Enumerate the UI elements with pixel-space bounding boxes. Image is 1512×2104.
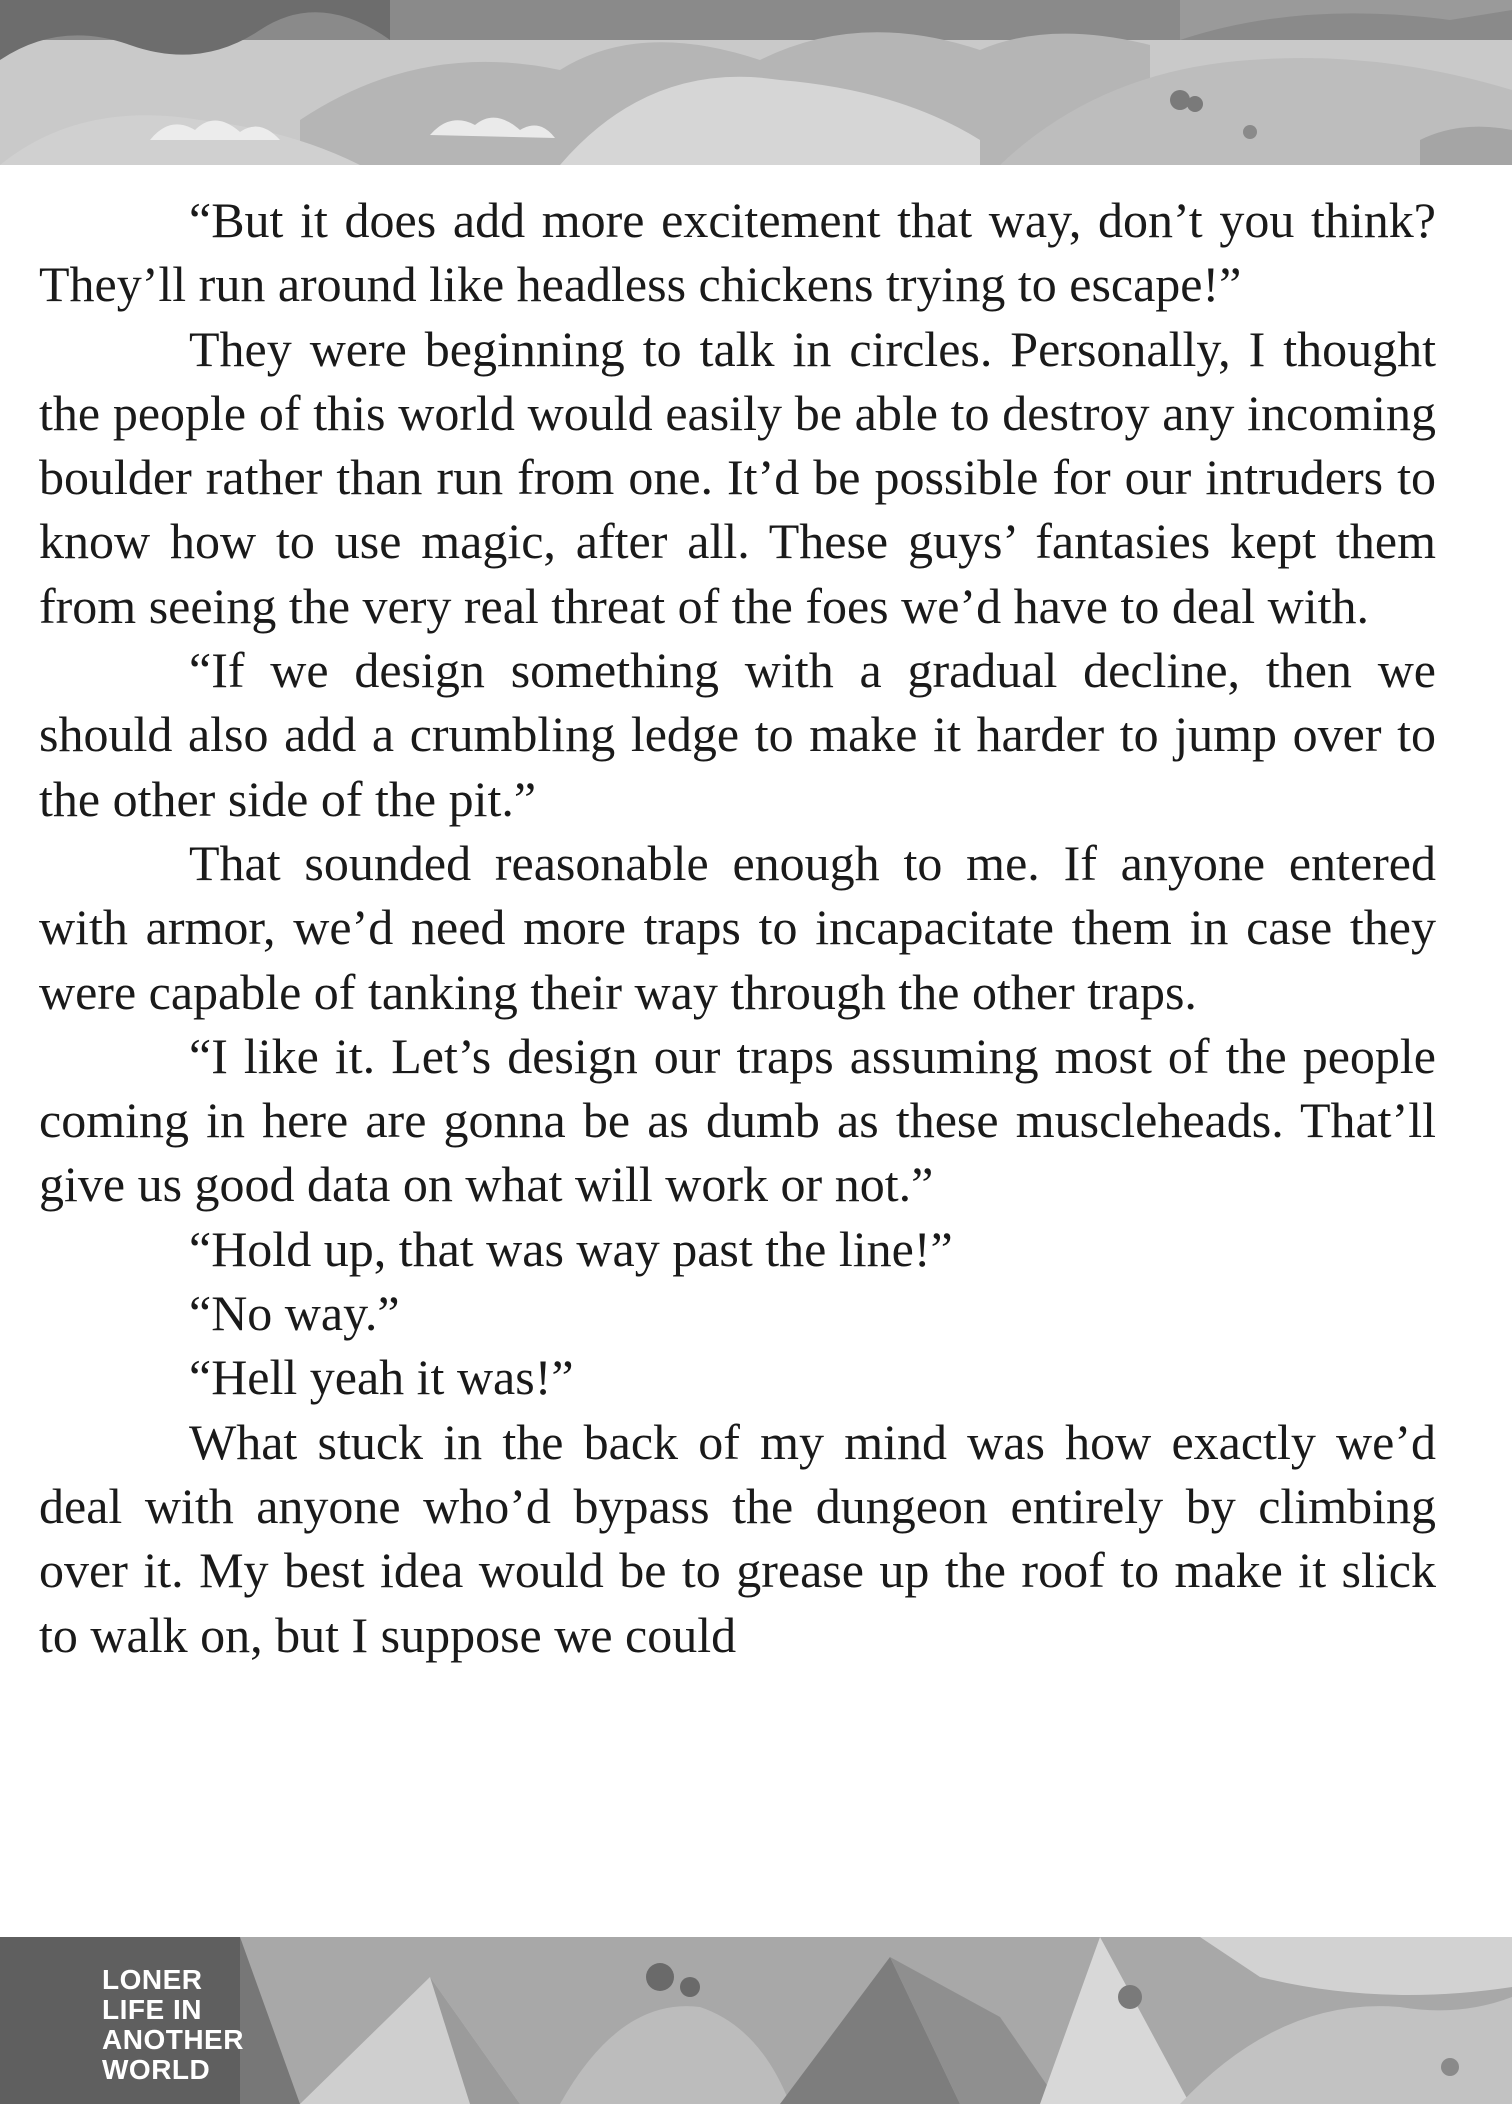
paragraph: “I like it. Let’s design our traps assuming most of the people coming in here are gonna be as dumb as these muscleheads. That’ll give us good data on what will work or not.” (39, 1027, 1436, 1213)
paragraph: “If we design something with a gradual decline, then we should also add a crumbling ledge to make it harder to jump over to the other side of the pit.” (39, 642, 1436, 827)
series-title-line: LIFE IN (102, 1994, 202, 2025)
series-title-line: ANOTHER (102, 2024, 244, 2055)
paragraph: They were beginning to talk in circles. Personally, I thought the people of this world would easily be able to destroy any incoming boulder rather than run from one. It’d be possible for our intruders to know how to use magic, after all. These guys’ fantasies kept them from seeing the very real threat of the foes we’d have to deal with. (39, 320, 1436, 634)
series-title-logo (102, 1965, 244, 2085)
paragraph: What stuck in the back of my mind was how exactly we’d deal with anyone who’d bypass the dungeon entirely by climbing over it. My best idea would be to grease up the roof to make it slick to walk on, but I suppose we could (39, 1413, 1436, 1663)
series-title-line: LONER (102, 1964, 203, 1995)
paragraph: “Hold up, that was way past the line!” (189, 1220, 953, 1277)
page-text (39, 188, 1436, 1667)
paragraph: “Hell yeah it was!” (189, 1349, 574, 1406)
paragraph: “But it does add more excitement that way, don’t you think? They’ll run around like headless chickens trying to escape!” (39, 192, 1436, 313)
paragraph: “No way.” (189, 1285, 400, 1342)
mountain-landscape-illustration-top (0, 0, 1512, 165)
paragraph: That sounded reasonable enough to me. If anyone entered with armor, we’d need more traps to incapacitate them in case they were capable of tanking their way through the other traps. (39, 834, 1436, 1020)
top-landscape-banner (0, 0, 1512, 165)
series-title-line: WORLD (102, 2054, 211, 2085)
